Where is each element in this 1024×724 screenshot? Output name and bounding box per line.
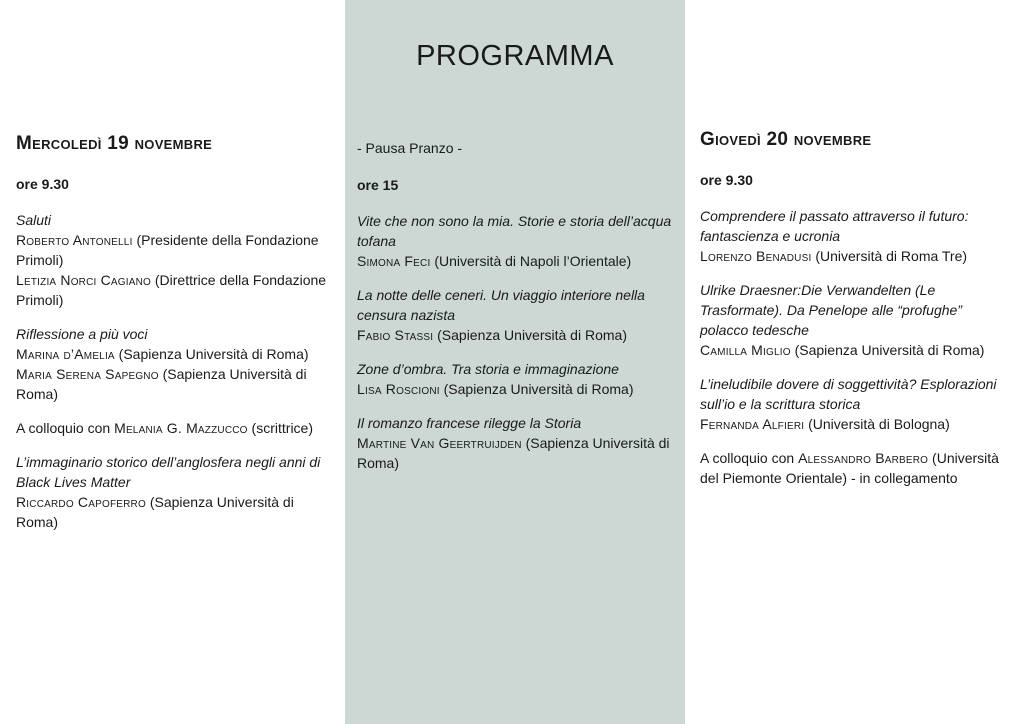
speaker-affiliation: (Direttrice della Fondazione Primoli) — [16, 272, 327, 308]
speaker-affiliation: (Università di Napoli l’Orientale) — [430, 253, 632, 269]
session-title: Il romanzo francese rilegge la Storia — [357, 415, 582, 431]
speaker-name: Marina d’Amelia — [16, 346, 115, 362]
session-block — [357, 285, 673, 345]
speaker-name: Maria Serena Sapegno — [16, 366, 159, 382]
speaker-line — [16, 230, 330, 270]
dialogue-block — [700, 448, 1007, 488]
session-list-afternoon — [357, 211, 673, 473]
speaker-affiliation: (Sapienza Università di Roma) — [114, 346, 309, 362]
session-block — [16, 210, 330, 310]
session-block — [16, 324, 330, 404]
speaker-line — [700, 414, 1007, 434]
day-heading-wednesday: Mercoledì 19 novembre — [16, 133, 213, 154]
speaker-name: Alessandro Barbero — [798, 450, 929, 466]
dialogue-suffix: (Università del Piemonte Orientale) - in collegamento — [700, 450, 999, 486]
speaker-affiliation: (Sapienza Università di Roma) — [433, 327, 627, 343]
speaker-line — [357, 379, 673, 399]
session-time-thursday: ore 9.30 — [700, 172, 753, 188]
speaker-name: Lisa Roscioni — [357, 381, 440, 397]
dialogue-block — [16, 418, 330, 438]
speaker-affiliation: (Sapienza Università di Roma) — [790, 342, 985, 358]
dialogue-prefix: A colloquio con — [700, 450, 799, 466]
session-list-thursday — [700, 206, 1007, 488]
session-list-wednesday — [16, 210, 330, 532]
speaker-line — [16, 344, 330, 364]
session-title: La notte delle ceneri. Un viaggio interiore nella censura nazista — [357, 287, 645, 323]
session-block — [357, 359, 673, 399]
speaker-name: Camilla Miglio — [700, 342, 791, 358]
speaker-line — [357, 251, 673, 271]
dialogue-line — [16, 418, 330, 438]
session-title: L’ineludibile dovere di soggettività? Esplorazioni sull’io e la scrittura storica — [700, 376, 997, 412]
speaker-name: Lorenzo Benadusi — [700, 248, 812, 264]
dialogue-suffix: (scrittrice) — [247, 420, 313, 436]
speaker-line — [16, 270, 330, 310]
speaker-line — [357, 433, 673, 473]
session-block — [16, 452, 330, 532]
session-title: Saluti — [16, 212, 52, 228]
speaker-line — [700, 246, 1007, 266]
session-block — [700, 374, 1007, 434]
speaker-affiliation: (Sapienza Università di Roma) — [16, 366, 307, 402]
speaker-name: Fernanda Alfieri — [700, 416, 805, 432]
speaker-name: Letizia Norci Cagiano — [16, 272, 151, 288]
session-block — [357, 413, 673, 473]
session-time-afternoon: ore 15 — [357, 177, 399, 193]
speaker-name: Fabio Stassi — [357, 327, 434, 343]
lunch-break-label: - Pausa Pranzo - — [357, 140, 463, 156]
program-column — [345, 0, 685, 724]
speaker-line — [16, 492, 330, 532]
speaker-affiliation: (Sapienza Università di Roma) — [16, 494, 294, 530]
speaker-name: Riccardo Capoferro — [16, 494, 146, 510]
speaker-name: Roberto Antonelli — [16, 232, 133, 248]
session-block — [700, 206, 1007, 266]
speaker-affiliation: (Sapienza Università di Roma) — [439, 381, 634, 397]
speaker-name: Simona Feci — [357, 253, 431, 269]
speaker-line — [357, 325, 673, 345]
session-time-wednesday: ore 9.30 — [16, 176, 69, 192]
speaker-line — [16, 364, 330, 404]
speaker-name: Martine Van Geertruijden — [357, 435, 522, 451]
day-heading-thursday: Giovedì 20 novembre — [700, 129, 872, 150]
speaker-affiliation: (Presidente della Fondazione Primoli) — [16, 232, 319, 268]
thursday-column — [685, 0, 1024, 724]
speaker-line — [700, 340, 1007, 360]
session-title: Ulrike Draesner:Die Verwandelten (Le Trasformate). Da Penelope alle “profughe” polacco tedesche — [700, 282, 962, 338]
wednesday-column — [0, 0, 345, 724]
dialogue-prefix: A colloquio con — [16, 420, 115, 436]
speaker-name: Melania G. Mazzucco — [114, 420, 248, 436]
speaker-affiliation: (Università di Roma Tre) — [811, 248, 968, 264]
session-title: Vite che non sono la mia. Storie e storia dell’acqua tofana — [357, 213, 672, 249]
session-block — [357, 211, 673, 271]
session-title: Riflessione a più voci — [16, 326, 148, 342]
dialogue-line — [700, 448, 1007, 488]
session-title: L’immaginario storico dell’anglosfera negli anni di Black Lives Matter — [16, 454, 321, 490]
session-block — [700, 280, 1007, 360]
speaker-affiliation: (Sapienza Università di Roma) — [357, 435, 670, 471]
session-title: Zone d’ombra. Tra storia e immaginazione — [357, 361, 619, 377]
session-title: Comprendere il passato attraverso il futuro: fantascienza e ucronia — [700, 208, 969, 244]
speaker-affiliation: (Università di Bologna) — [804, 416, 950, 432]
page-title: PROGRAMMA — [416, 40, 614, 72]
